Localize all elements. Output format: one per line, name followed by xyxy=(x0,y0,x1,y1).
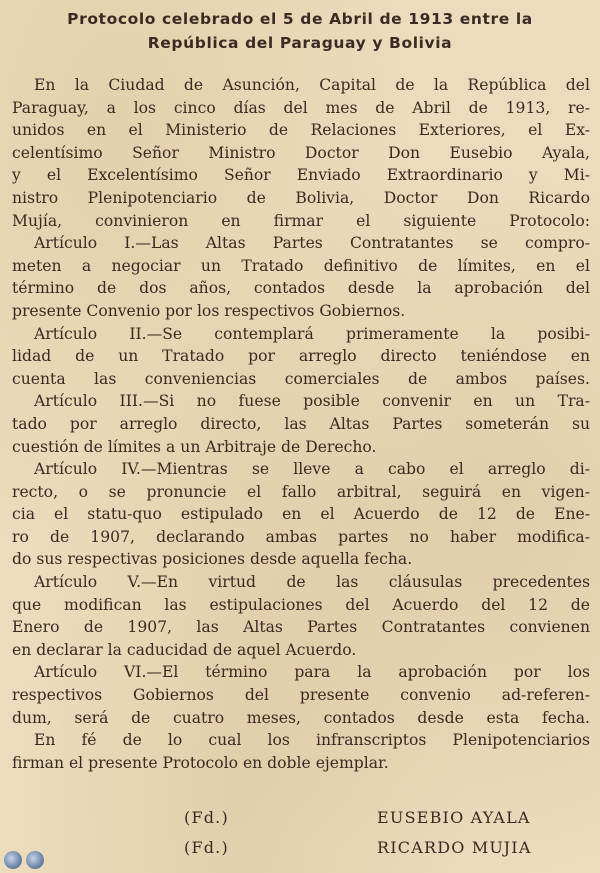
body-text-line: Artículo II.—Se contemplará primeramente la posibi- xyxy=(34,324,590,343)
body-text-line: nistro Plenipotenciario de Bolivia, Doctor Don Ricardo xyxy=(12,188,590,207)
body-text-line: término de dos años, contados desde la aprobación del xyxy=(12,279,590,298)
signatory-name: EUSEBIO AYALA xyxy=(377,808,531,827)
body-text-line: respectivos Gobiernos del presente convenio ad-referen- xyxy=(12,686,590,705)
body-text-line: En fé de lo cual los infranscriptos Plenipotenciarios xyxy=(34,731,590,750)
body-text-line: meten a negociar un Tratado definitivo de límites, en el xyxy=(12,256,590,275)
signature-mark: (Fd.) xyxy=(184,808,229,827)
protocol-body xyxy=(12,74,590,774)
body-text-line: tado por arreglo directo, las Altas Partes someterán su xyxy=(12,414,590,433)
body-text-line: cuenta las conveniencias comerciales de ambos países. xyxy=(12,369,590,388)
body-text-line: unidos en el Ministerio de Relaciones Exteriores, el Ex- xyxy=(12,121,590,140)
corner-stamp-logo xyxy=(0,849,50,871)
signature-mark: (Fd.) xyxy=(184,838,229,857)
body-text-line: recto, o se pronuncie el fallo arbitral, seguirá en vigen- xyxy=(12,482,590,501)
body-text-line: Paraguay, a los cinco días del mes de Abril de 1913, re- xyxy=(12,98,590,117)
body-text-line: do sus respectivas posiciones desde aquella fecha. xyxy=(12,550,413,569)
body-text-line: Artículo V.—En virtud de las cláusulas precedentes xyxy=(34,573,590,592)
body-text-line: cia el statu-quo estipulado en el Acuerdo de 12 de Ene- xyxy=(12,505,590,524)
body-text-line: Artículo III.—Si no fuese posible convenir en un Tra- xyxy=(34,392,590,411)
stamp-circle-icon xyxy=(26,851,44,869)
signature-row xyxy=(0,838,600,868)
body-text-line: Artículo IV.—Mientras se lleve a cabo el arreglo di- xyxy=(34,460,590,479)
stamp-circle-icon xyxy=(4,851,22,869)
body-text-line: cuestión de límites a un Arbitraje de Derecho. xyxy=(12,437,377,456)
signature-row xyxy=(0,808,600,838)
signature-block xyxy=(0,808,600,868)
body-text-line: en declarar la caducidad de aquel Acuerdo. xyxy=(12,640,357,659)
body-text-line: Mujía, convinieron en firmar el siguiente Protocolo: xyxy=(12,211,590,230)
body-text-line: firman el presente Protocolo en doble ejemplar. xyxy=(12,753,389,772)
body-text-line: dum, será de cuatro meses, contados desde esta fecha. xyxy=(12,708,590,727)
body-text-line: En la Ciudad de Asunción, Capital de la República del xyxy=(34,76,590,94)
body-text-line: Enero de 1907, las Altas Partes Contratantes convienen xyxy=(12,618,590,637)
document-title-line-1: Protocolo celebrado el 5 de Abril de 1913 entre la xyxy=(67,10,533,28)
document-title-line-2: República del Paraguay y Bolivia xyxy=(147,34,453,52)
body-text-line: lidad de un Tratado por arreglo directo teniéndose en xyxy=(12,347,590,366)
signatory-name: RICARDO MUJIA xyxy=(377,838,532,857)
body-text-line: presente Convenio por los respectivos Gobiernos. xyxy=(12,301,406,320)
body-text-line: ro de 1907, declarando ambas partes no haber modifica- xyxy=(12,527,590,546)
body-text-line: y el Excelentísimo Señor Enviado Extraordinario y Mi- xyxy=(12,166,590,185)
body-text-line: Artículo I.—Las Altas Partes Contratantes se compro- xyxy=(34,234,590,253)
body-text-line: que modifican las estipulaciones del Acuerdo del 12 de xyxy=(12,595,590,614)
body-text-line: Artículo VI.—El término para la aprobación por los xyxy=(34,663,590,682)
body-text-line: celentísimo Señor Ministro Doctor Don Eusebio Ayala, xyxy=(12,143,590,162)
